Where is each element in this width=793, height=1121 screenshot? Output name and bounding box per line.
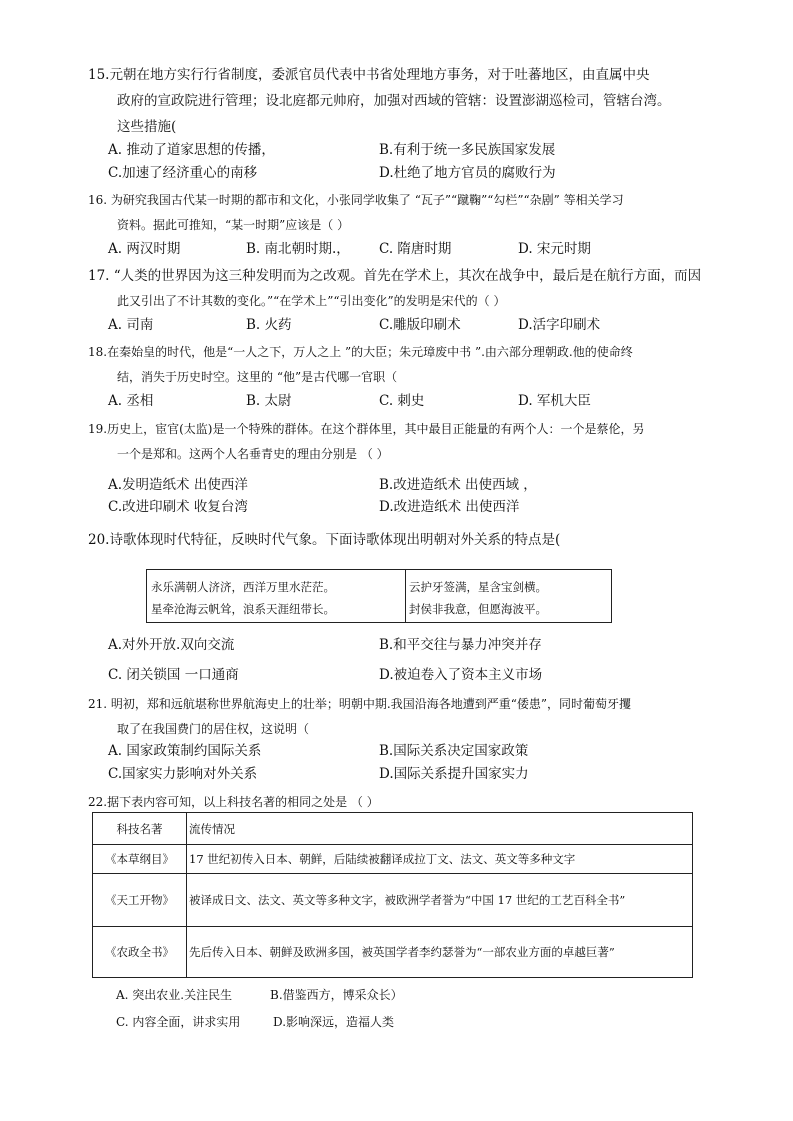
q15-option-c: C.加速了经济重心的南移 (108, 165, 258, 181)
q15-option-d: D.杜绝了地方官员的腐败行为 (379, 165, 556, 181)
poem-left-line2: 星牵沧海云帆耸，浪系天涯纽带长。 (151, 602, 335, 616)
poem-left-line1: 永乐满朝人济济，西洋万里水茫茫。 (151, 580, 335, 594)
q21-option-a: A. 国家政策制约国际关系 (108, 743, 262, 759)
q19-stem-line2: 一个是郑和。这两个人名垂青史的理由分别是 （ ） (117, 447, 389, 461)
table-row (93, 927, 693, 978)
q19-stem-line1: 19.历史上，宦官(太监)是一个特殊的群体。在这个群体里，其中最目正能量的有两个人：一个是蔡伦，另 (88, 422, 645, 436)
q18-stem-line1: 18.在秦始皇的时代，他是“一人之下，万人之上 ”的大臣；朱元璋废中书 ”.由六部分理朝政.他的使命终 (88, 345, 633, 359)
q16-option-a: A. 两汉时期 (108, 241, 181, 257)
table-cell-title: 《天工开物》 (93, 874, 187, 927)
q15-option-b: B.有利于统一多民族国家发展 (379, 142, 556, 158)
table-row (93, 845, 693, 874)
table-cell-title: 《农政全书》 (93, 927, 187, 978)
q18-option-b: B. 太尉 (246, 393, 292, 409)
q16-option-b: B. 南北朝时期.， (246, 241, 350, 257)
q20-stem-line1: 20.诗歌体现时代特征，反映时代气象。下面诗歌体现出明朝对外关系的特点是( (88, 532, 561, 548)
q17-option-a: A. 司南 (108, 317, 154, 333)
q22-option-c: C. 内容全面，讲求实用 (116, 1015, 241, 1029)
q17-option-b: B. 火药 (246, 317, 292, 333)
q20-option-a: A.对外开放.双向交流 (108, 637, 235, 653)
q21-option-d: D.国际关系提升国家实力 (379, 766, 529, 782)
q20-option-b: B.和平交往与暴力冲突并存 (379, 637, 542, 653)
q22-option-a: A. 突出农业.关注民生 (116, 988, 233, 1002)
q15-stem-line2: 政府的宣政院进行管理；设北庭都元帅府，加强对西域的管辖：设置澎湖巡检司，管辖台湾。 (117, 93, 671, 109)
tech-books-table (92, 812, 693, 978)
q15-stem-line3: 这些措施( (117, 119, 177, 135)
q18-option-c: C. 刺史 (379, 393, 425, 409)
q19-option-a: A.发明造纸术 出使西洋 (108, 477, 248, 493)
q19-option-d: D.改进造纸术 出使西洋 (379, 499, 520, 515)
q19-option-c: C.改进印刷术 收复台湾 (108, 499, 248, 515)
q17-option-d: D.活字印刷术 (518, 317, 601, 333)
q22-stem-line1: 22.据下表内容可知，以上科技名著的相同之处是 （ ） (88, 795, 379, 809)
q20-option-c: C. 闭关锁国 一口通商 (108, 667, 239, 683)
q17-stem-line1: 17. “人类的世界因为这三种发明而为之改观。首先在学术上，其次在战争中，最后是在航行方面，而因 (88, 268, 702, 284)
q18-option-d: D. 军机大臣 (518, 393, 591, 409)
q21-option-b: B.国际关系决定国家政策 (379, 743, 529, 759)
q22-option-d: D.影响深远，造福人类 (273, 1015, 395, 1029)
table-cell-spread: 17 世纪初传入日本、朝鲜，后陆续被翻译成拉丁文、法文、英文等多种文字 (187, 845, 693, 874)
table-row (93, 874, 693, 927)
q22-option-b: B.借鉴西方，博采众长） (270, 988, 403, 1002)
q17-stem-line2: 此又引出了不计其数的变化。”“在学术上”“引出变化”的发明是宋代的（ ） (117, 294, 506, 308)
q20-option-d: D.被迫卷入了资本主义市场 (379, 667, 543, 683)
poem-right-line1: 云护牙签满，星含宝剑横。 (409, 580, 547, 594)
table-header-cell: 科技名著 (93, 813, 187, 845)
q21-stem-line2: 取了在我国费门的居住权，这说明（ (117, 722, 310, 736)
table-cell-title: 《本草纲目》 (93, 845, 187, 874)
q16-option-c: C. 隋唐时期 (379, 241, 452, 257)
q21-stem-line1: 21. 明初，郑和远航堪称世界航海史上的壮举；明朝中期.我国沿海各地遭到严重“倭患”，同时葡萄牙攫 (88, 697, 631, 711)
q15-stem-line1: 15.元朝在地方实行行省制度，委派官员代表中书省处理地方事务，对于吐蕃地区，由直属中央 (88, 67, 650, 83)
poem-divider (405, 570, 406, 622)
poem-right-line2: 封侯非我意，但愿海波平。 (409, 602, 547, 616)
table-header-cell: 流传情况 (187, 813, 693, 845)
table-cell-spread: 先后传入日本、朝鲜及欧洲多国，被英国学者李约瑟誉为“一部农业方面的卓越巨著” (187, 927, 693, 978)
q19-option-b: B.改进造纸术 出使西域 ， (379, 477, 537, 493)
q17-option-c: C.雕版印刷术 (379, 317, 461, 333)
q21-option-c: C.国家实力影响对外关系 (108, 766, 258, 782)
poem-box (146, 569, 612, 623)
q18-stem-line2: 结，消失于历史时空。这里的 “他”是古代哪一官职（ (117, 370, 398, 384)
table-header-row (93, 813, 693, 845)
q16-stem-line2: 资料。据此可推知，“某一时期”应该是（ ） (117, 218, 350, 232)
q16-option-d: D. 宋元时期 (518, 241, 591, 257)
q16-stem-line1: 16. 为研究我国古代某一时期的都市和文化，小张同学收集了 “瓦子”“蹴鞠”“勾栏”“杂剧” 等相关学习 (88, 193, 624, 207)
q15-option-a: A. 推动了道家思想的传播， (108, 142, 275, 158)
q18-option-a: A. 丞相 (108, 393, 154, 409)
table-cell-spread: 被译成日文、法文、英文等多种文字，被欧洲学者誉为“中国 17 世纪的工艺百科全书” (187, 874, 693, 927)
